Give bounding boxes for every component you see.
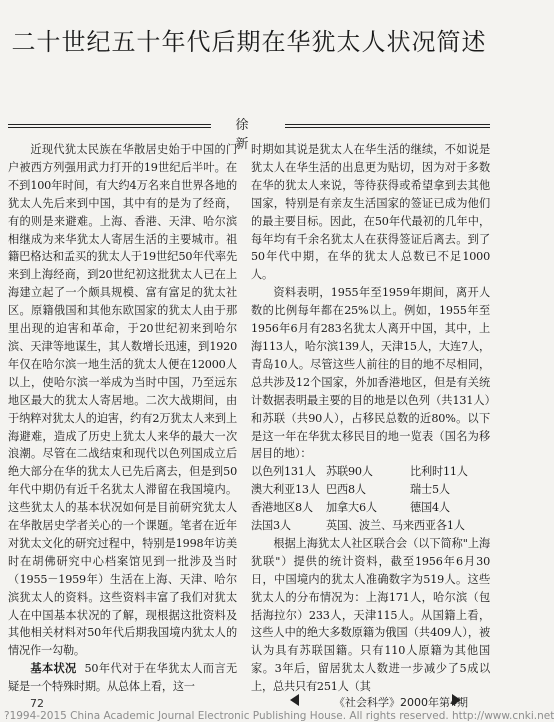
- right-column: [251, 141, 490, 696]
- author-rule-left: [8, 124, 211, 128]
- table-cell: 瑞士5人: [410, 483, 450, 497]
- table-cell: 澳大利亚13人: [251, 483, 320, 497]
- census-paragraph: 根据上海犹太人社区联合会（以下简称"上海犹联"）提供的统计资料，截至1956年6月30日，中国境内的犹太人准确数字为519人。这些犹太人的分布情况为：上海171人，哈尔滨（包括海拉尔）233人，天津115人。从国籍上看，这些人中的绝大多数原籍为俄国（共409人），被认为具有苏联国籍。只有110人原籍为其他国家。3年后，留居犹太人数进一步减少了5成以上，总共只有251人（其: [251, 536, 490, 694]
- author-name: 徐 新: [235, 118, 261, 152]
- table-cell: 比利时11人: [410, 465, 468, 479]
- table-row: [251, 481, 490, 499]
- table-cell: 香港地区8人: [251, 501, 313, 515]
- section-text: 50年代对于在华犹太人而言无疑是一个特殊时期。从总体上看，这一: [8, 662, 238, 694]
- journal-citation-text: 《社会科学》2000年第4期: [334, 696, 468, 709]
- copyright-watermark: ?1994-2015 China Academic Journal Electronic Publishing House. All rights reserved. http://www.cnki.net: [4, 710, 554, 722]
- page-number: 72: [30, 697, 44, 710]
- table-cell: 德国4人: [410, 501, 450, 515]
- journal-citation: [334, 694, 484, 710]
- table-cell: 加拿大6人: [326, 501, 377, 515]
- destination-table: [251, 463, 490, 535]
- table-row: [251, 463, 490, 481]
- article-title: 二十世纪五十年代后期在华犹太人状况简述: [11, 28, 487, 56]
- next-page-arrow-icon[interactable]: [452, 694, 461, 706]
- table-row: [251, 517, 490, 535]
- statistics-paragraph: 资料表明，1955年至1959年期间，离开人数的比例每年都在25%以上。例如，1955年至1956年6月有283名犹太人离开中国，其中，上海113人，哈尔滨139人，天津15人，大连7人，青岛10人。尽管这些人前往的目的地不尽相同，总共涉及12个国家，外加香港地区，但是有关统计数据表明最主要的目的地是以色列（共131人）和苏联（共90人），占移民总数的近80%。以下是这一年在华犹太移民目的地一览表（国名为移居目的地）：: [251, 286, 490, 461]
- table-cell: 英国、波兰、马来西亚各1人: [326, 519, 465, 533]
- table-cell: 巴西8人: [326, 483, 366, 497]
- previous-page-arrow-icon[interactable]: [290, 694, 299, 706]
- table-cell: 法国3人: [251, 519, 291, 533]
- table-cell: 以色列131人: [251, 465, 316, 479]
- intro-paragraph: 近现代犹太民族在华散居史始于中国的门户被西方列强用武力打开的19世纪后半叶。在不到100年时间，有大约4万名来自世界各地的犹太人先后来到中国，其中有的是为了经商，有的则是来避难。上海、香港、天津、哈尔滨相继成为来华犹太人寄居生活的主要城市。祖籍巴格达和孟买的犹太人于19世纪50年代率先来到上海经商，到20世纪初这批犹太人已在上海建立起了一个颇具规模、富有富足的犹太社区。原籍俄国和其他东欧国家的犹太人由于那里出现的迫害和革命，于20世纪初来到哈尔滨、天津等地谋生，其人数增长迅速，到1920年仅在哈尔滨一地生活的犹太人便在12000人以上，使哈尔滨一举成为当时中国，乃至远东地区最大的犹太人寄居地。二次大战期间，由于纳粹对犹太人的迫害，约有2万犹太人来到上海避难，造成了历史上犹太人来华的最大一次浪潮。尽管在二战结束和现代以色列国成立后绝大部分在华的犹太人已先后离去，但是到50年代中期仍有近千名犹太人滞留在我国境内。这些犹太人的基本状况如何是目前研究犹太人在华散居史学者关心的一个课题。笔者在近年对犹太文化的研究过程中，特别是1998年访美时在胡佛研究中心档案馆见到一批涉及当时（1955－1959年）生活在上海、天津、哈尔滨犹太人的资料。这些资料丰富了我们对犹太人在中国基本状况的了解，现根据这批资料及其他相关材料对50年代后期我国境内犹太人的情况作一勾勒。: [8, 143, 237, 658]
- continued-paragraph: 时期如其说是犹太人在华生活的继续，不如说是犹太人在华生活的出息更为贴切，因为对于多数在华的犹太人来说，等待获得或希望拿到去其他国家，特别是有亲友生活国家的签证已成为他们的最主要目标。因此，在50年代最初的几年中，每年均有千余名犹太人在获得签证后离去。到了50年代中期，在华的犹太人总数已不足1000人。: [251, 143, 490, 282]
- author-rule-right: [285, 124, 490, 128]
- left-column: [8, 141, 237, 696]
- section-paragraph: [8, 660, 237, 696]
- section-heading: 基本状况: [30, 661, 77, 676]
- table-row: [251, 499, 490, 517]
- table-cell: 苏联90人: [326, 465, 373, 479]
